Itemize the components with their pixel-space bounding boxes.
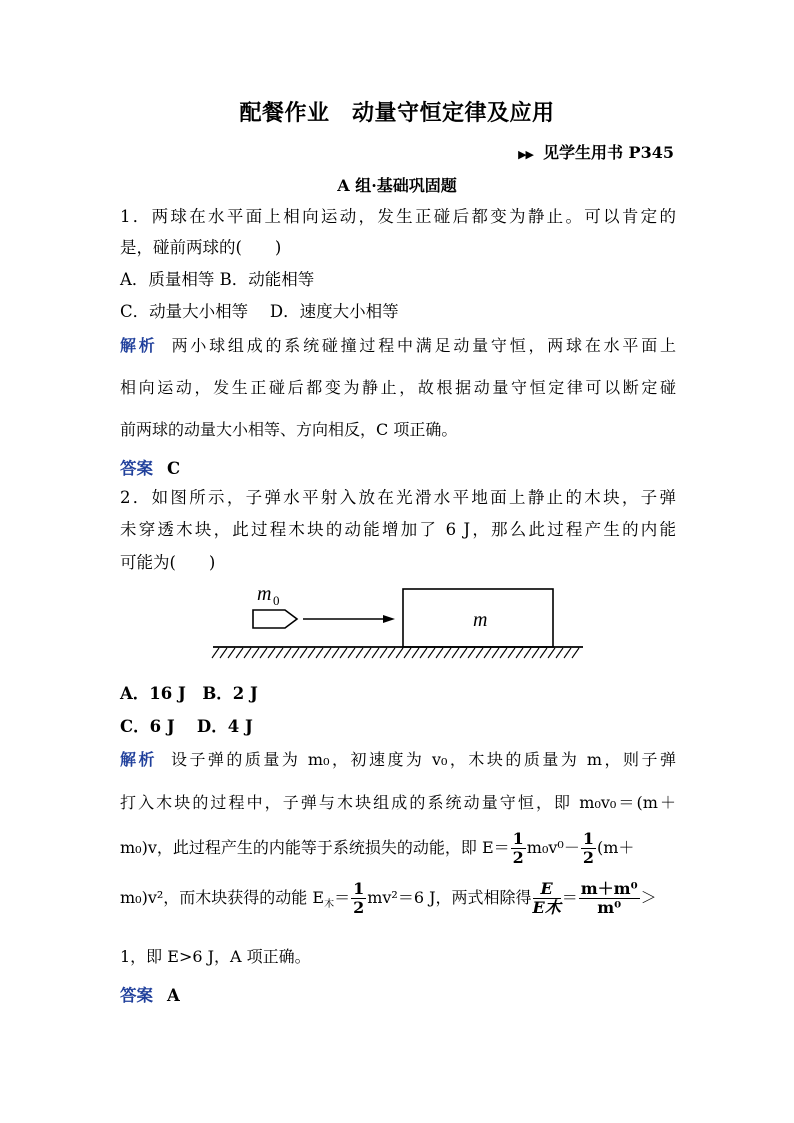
q1-explanation-line-2: 相向运动，发生正碰后都变为静止，故根据动量守恒定律可以断定碰: [120, 378, 676, 397]
q2-stem-line-3: 可能为( ): [120, 553, 216, 572]
reference-text: 见学生用书 P345: [542, 143, 674, 162]
q1-options-cd: C．动量大小相等 D．速度大小相等: [120, 302, 399, 321]
q2-answer-value: A: [167, 986, 180, 1005]
bullet-block-diagram: [205, 578, 590, 663]
fraction-one-half: $\frac{1}{2}$: [353, 879, 365, 917]
hatch-stroke: [420, 648, 427, 658]
q1-stem-line-1: 1．两球在水平面上相向运动，发生正碰后都变为静止。可以肯定的: [120, 207, 676, 226]
hatch-stroke: [356, 648, 363, 658]
hatch-stroke: [428, 648, 435, 658]
hatch-stroke: [436, 648, 443, 658]
hatch-stroke: [268, 648, 275, 658]
q2-stem-line-1: 2．如图所示，子弹水平射入放在光滑水平地面上静止的木块，子弹: [120, 488, 676, 507]
hatch-stroke: [348, 648, 355, 658]
hatch-stroke: [476, 648, 483, 658]
fraction-one-half: $\frac{1}{2}$: [512, 829, 524, 867]
hatch-stroke: [276, 648, 283, 658]
hatch-stroke: [380, 648, 387, 658]
q2-explanation-line-5: 1，即 E>6 J，A 项正确。: [120, 947, 311, 966]
hatch-stroke: [284, 648, 291, 658]
q2-answer: [120, 982, 676, 1006]
hatch-stroke: [324, 648, 331, 658]
hatch-stroke: [412, 648, 419, 658]
hatch-stroke: [468, 648, 475, 658]
q1-answer: [120, 455, 676, 479]
fraction-mass-ratio: $\frac{\text{m＋m⁰}}{\text{m⁰}}$: [580, 879, 638, 917]
hatch-stroke: [236, 648, 243, 658]
hatch-stroke: [444, 648, 451, 658]
hatch-stroke: [508, 648, 515, 658]
q2-options-cd: C．6 J D．4 J: [120, 717, 253, 736]
hatch-stroke: [300, 648, 307, 658]
q1-explanation-line-3: 前两球的动量大小相等、方向相反，C 项正确。: [120, 420, 458, 439]
hatch-stroke: [364, 648, 371, 658]
hatch-stroke: [228, 648, 235, 658]
page-title: 配餐作业 动量守恒定律及应用: [239, 100, 555, 126]
hatch-stroke: [244, 648, 251, 658]
hatch-stroke: [252, 648, 259, 658]
hatch-stroke: [548, 648, 555, 658]
block-mass-label: m: [473, 609, 488, 631]
q2-answer-label: 答案: [120, 986, 153, 1005]
hatch-stroke: [404, 648, 411, 658]
hatch-stroke: [212, 648, 219, 658]
bullet-mass-subscript: 0: [273, 593, 280, 608]
hatch-stroke: [556, 648, 563, 658]
hatch-stroke: [292, 648, 299, 658]
fraction-one-half: $\frac{1}{2}$: [582, 829, 594, 867]
hatch-stroke: [452, 648, 459, 658]
hatch-stroke: [484, 648, 491, 658]
q2-explanation-line-2: 打入木块的过程中，子弹与木块组成的系统动量守恒，即 m₀v₀＝(m＋: [120, 793, 676, 812]
hatch-stroke: [316, 648, 323, 658]
bullet-shape: [253, 610, 297, 628]
hatch-stroke: [516, 648, 523, 658]
q2-explanation-line-1: 解析 设子弹的质量为 m₀，初速度为 v₀，木块的质量为 m，则子弹: [120, 750, 676, 769]
hatch-stroke: [572, 648, 579, 658]
ground-hatching: [212, 648, 579, 658]
q1-options-ab: A．质量相等 B．动能相等: [120, 270, 315, 289]
q2-stem-line-2: 未穿透木块，此过程木块的动能增加了 6 J，那么此过程产生的内能: [120, 520, 676, 539]
bullet-mass-label: m: [257, 583, 272, 605]
hatch-stroke: [564, 648, 571, 658]
hatch-stroke: [372, 648, 379, 658]
q1-answer-value: C: [167, 459, 181, 478]
velocity-arrowhead-icon: [383, 615, 395, 623]
q2-options-ab: A．16 J B．2 J: [120, 684, 258, 703]
book-reference: [518, 140, 674, 163]
hatch-stroke: [220, 648, 227, 658]
hatch-stroke: [308, 648, 315, 658]
group-heading: A 组·基础巩固题: [337, 176, 457, 195]
q1-explanation-label: 解析: [120, 336, 158, 355]
q2-explanation-line-3: m₀)v，此过程产生的内能等于系统损失的动能，即 E＝ $\frac{1}{2}$ m₀v⁰－ $\frac{1}{2}$ (m＋: [120, 829, 635, 867]
hatch-stroke: [524, 648, 531, 658]
q2-explanation-line-4: m₀)v²，而木块获得的动能 $E_木=$ $\frac{1}{2}$ mv²＝6 J，两式相除得 $\frac{E}{\text{E木}}$ ＝ $\frac{\text{m＋m⁰}}{\text{m⁰}}$ ＞: [120, 879, 657, 917]
fraction-energy-ratio: $\frac{E}{\text{E木}}$: [532, 879, 561, 917]
hatch-stroke: [332, 648, 339, 658]
hatch-stroke: [396, 648, 403, 658]
hatch-stroke: [388, 648, 395, 658]
q2-explanation-label: 解析: [120, 750, 157, 769]
hatch-stroke: [532, 648, 539, 658]
hatch-stroke: [492, 648, 499, 658]
q1-explanation-line-1: 解析 两小球组成的系统碰撞过程中满足动量守恒，两球在水平面上: [120, 336, 676, 355]
hatch-stroke: [260, 648, 267, 658]
q1-stem-line-2: 是，碰前两球的( ): [120, 238, 282, 257]
hatch-stroke: [540, 648, 547, 658]
double-arrow-icon: ▶▶: [518, 148, 533, 161]
hatch-stroke: [340, 648, 347, 658]
q1-answer-label: 答案: [120, 459, 153, 478]
hatch-stroke: [460, 648, 467, 658]
hatch-stroke: [500, 648, 507, 658]
